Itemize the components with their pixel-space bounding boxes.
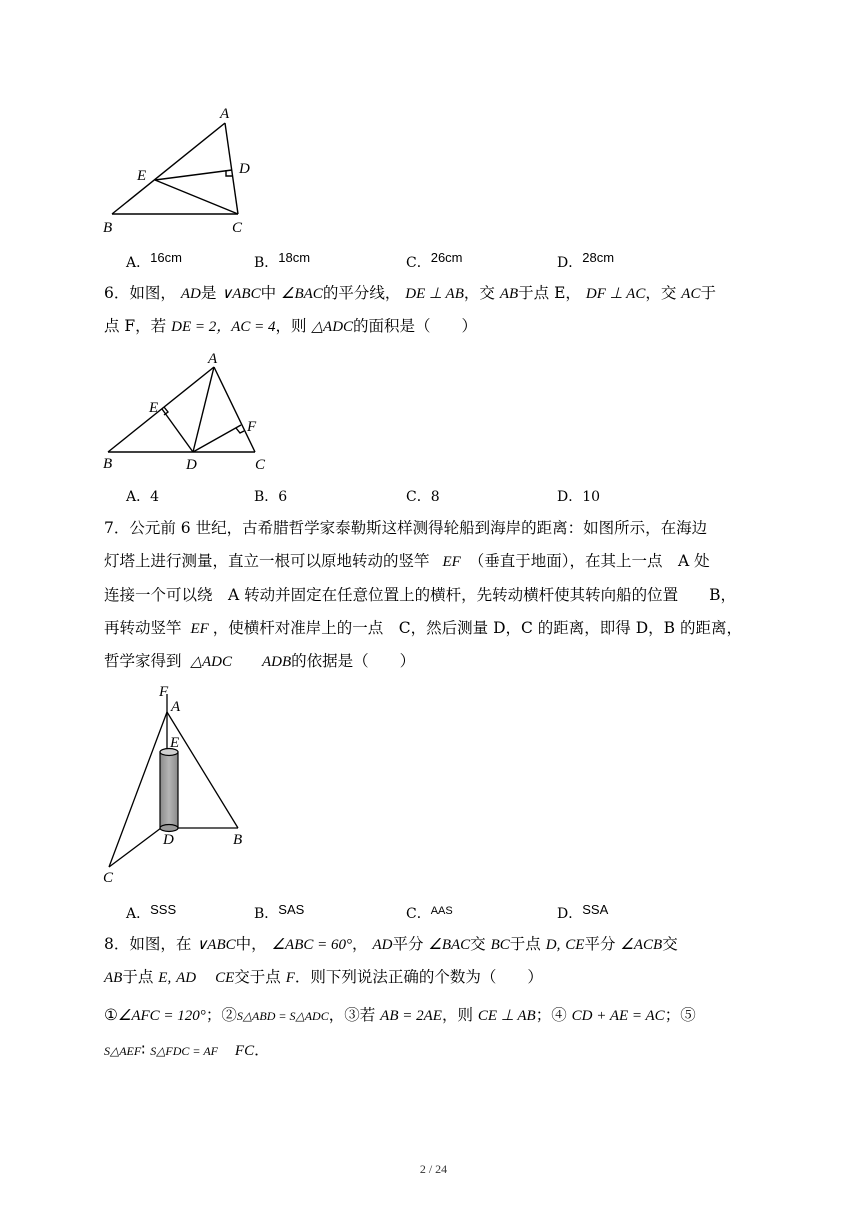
option-value: 6 bbox=[278, 489, 288, 505]
math-text: AB = 2AE bbox=[380, 1008, 442, 1024]
math-text: ∨ABC bbox=[196, 937, 236, 953]
q7-option-a[interactable] bbox=[126, 903, 176, 923]
math-text: △ADC bbox=[311, 319, 354, 335]
text: 再转动竖竿 bbox=[104, 619, 182, 637]
math-text: AD bbox=[176, 970, 197, 986]
text: 的平分线， bbox=[322, 284, 401, 302]
q6-label-a: A bbox=[208, 351, 218, 367]
math-text: F bbox=[285, 970, 295, 986]
math-text: ∠BAC bbox=[281, 286, 323, 302]
math-text: ∠ACB bbox=[620, 937, 663, 953]
q5-label-b: B bbox=[103, 220, 113, 236]
option-value: SSS bbox=[150, 902, 177, 917]
q7-label-c: C bbox=[103, 870, 114, 886]
math-text: ∠BAC bbox=[428, 937, 471, 953]
math-text: CD + AE = AC bbox=[571, 1008, 665, 1024]
math-text: ∠ABC = 60° bbox=[271, 937, 352, 953]
math-text: CE bbox=[215, 970, 235, 986]
option-value: 4 bbox=[150, 489, 160, 505]
text: ． bbox=[254, 1041, 270, 1059]
math-text: AC bbox=[681, 286, 701, 302]
text: ．则下列说法正确的个数为（ ） bbox=[294, 968, 543, 986]
text: ；④ bbox=[535, 1006, 567, 1024]
q5-label-e: E bbox=[137, 168, 147, 184]
math-text: △ADC bbox=[190, 654, 232, 670]
option-value: SSA bbox=[582, 902, 609, 917]
text: ，使横杆对准岸上的一点 C，然后测量 D，C 的距离，即得 D，B 的距离， bbox=[212, 619, 742, 637]
option-letter: C． bbox=[406, 489, 431, 505]
math-text: CE bbox=[565, 937, 585, 953]
q5-option-d[interactable] bbox=[557, 252, 614, 272]
q7-line4 bbox=[104, 618, 742, 639]
q6-figure bbox=[95, 345, 280, 475]
math-text: S△AEF bbox=[104, 1044, 142, 1058]
text: 交 bbox=[662, 935, 678, 953]
option-letter: D． bbox=[557, 255, 583, 271]
q8-line3 bbox=[104, 1005, 696, 1026]
math-text: AB bbox=[104, 970, 123, 986]
math-text: FC bbox=[234, 1043, 255, 1059]
q5-label-d: D bbox=[239, 161, 250, 177]
text: 8．如图，在 bbox=[104, 935, 192, 953]
option-letter: A． bbox=[126, 489, 151, 505]
math-text: AD bbox=[372, 937, 393, 953]
option-value: 16cm bbox=[150, 250, 182, 265]
text: 于点 E， bbox=[518, 284, 581, 302]
option-letter: A． bbox=[126, 906, 151, 922]
text: 中， bbox=[235, 935, 267, 953]
option-value: 18cm bbox=[278, 250, 311, 265]
text: 的面积是（ ） bbox=[353, 317, 478, 335]
text: ，交 bbox=[645, 284, 677, 302]
text: 是 bbox=[200, 284, 217, 302]
q5-figure bbox=[95, 100, 265, 240]
q7-label-a: A bbox=[171, 699, 181, 715]
math-text: ∠AFC = 120° bbox=[117, 1008, 206, 1024]
q5-option-b[interactable] bbox=[254, 252, 310, 272]
math-text: CE ⊥ AB bbox=[477, 1008, 536, 1024]
text: ① bbox=[104, 1006, 118, 1024]
math-text: DE = 2，AC = 4 bbox=[171, 319, 276, 335]
math-text: E, bbox=[158, 970, 172, 986]
q7-option-d[interactable] bbox=[557, 903, 608, 923]
text: 哲学家得到 bbox=[104, 652, 182, 670]
option-value: 10 bbox=[582, 489, 601, 505]
option-letter: D． bbox=[557, 906, 583, 922]
option-letter: C． bbox=[406, 255, 431, 271]
math-text: AD bbox=[180, 286, 201, 302]
q5-option-a[interactable] bbox=[126, 252, 182, 272]
option-value: AAS bbox=[430, 905, 453, 917]
q5-label-a: A bbox=[220, 106, 230, 122]
text: 平分 bbox=[392, 935, 424, 953]
math-text: DE ⊥ AB bbox=[405, 286, 464, 302]
text: 于点 bbox=[509, 935, 541, 953]
math-text: D, bbox=[545, 937, 561, 953]
q7-figure bbox=[95, 680, 265, 890]
q6-label-d: D bbox=[186, 457, 197, 473]
math-text: EF bbox=[442, 554, 461, 570]
text: （垂直于地面），在其上一点 A 处 bbox=[468, 552, 710, 570]
q5-option-c[interactable] bbox=[406, 252, 463, 272]
q7-option-b[interactable] bbox=[254, 903, 304, 923]
text: ，交 bbox=[463, 284, 495, 302]
math-text: S△FDC = AF bbox=[150, 1044, 218, 1058]
q7-label-e: E bbox=[170, 735, 180, 751]
q7-label-f: F bbox=[159, 684, 169, 700]
text: 于 bbox=[700, 284, 716, 302]
text: ，则 bbox=[275, 317, 307, 335]
text: ，③若 bbox=[328, 1006, 376, 1024]
option-value: 8 bbox=[430, 489, 440, 505]
option-letter: B． bbox=[254, 489, 279, 505]
option-value: 28cm bbox=[582, 250, 615, 265]
q7-label-b: B bbox=[233, 832, 243, 848]
option-value: 26cm bbox=[430, 250, 463, 265]
math-text: AB bbox=[499, 286, 519, 302]
q6-label-b: B bbox=[103, 456, 113, 472]
q6-option-a[interactable] bbox=[126, 486, 159, 506]
option-letter: B． bbox=[254, 255, 279, 271]
page-number: 2 / 24 bbox=[419, 1162, 448, 1176]
option-letter: B． bbox=[254, 906, 279, 922]
text: 灯塔上进行测量，直立一根可以原地转动的竖竿 bbox=[104, 552, 430, 570]
q7-line2 bbox=[104, 551, 710, 572]
text: 交 bbox=[470, 935, 486, 953]
math-text: EF bbox=[190, 621, 209, 637]
q8-line4 bbox=[104, 1040, 270, 1061]
text: 中 bbox=[260, 284, 277, 302]
math-text: DF ⊥ AC bbox=[585, 286, 646, 302]
option-letter: C． bbox=[406, 906, 431, 922]
text: 点 F，若 bbox=[104, 317, 167, 335]
math-text: ∨ABC bbox=[221, 286, 261, 302]
q6-label-f: F bbox=[247, 419, 257, 435]
q8-line1 bbox=[104, 934, 678, 955]
q8-line2 bbox=[104, 967, 543, 988]
q6-label-e: E bbox=[149, 400, 159, 416]
text: ， bbox=[351, 935, 368, 953]
text: ；② bbox=[205, 1006, 237, 1024]
q7-line1: 7．公元前 6 世纪，古希腊哲学家泰勒斯这样测得轮船到海岸的距离：如图所示，在海边 bbox=[104, 519, 708, 537]
text: ，则 bbox=[441, 1006, 473, 1024]
option-letter: D． bbox=[557, 489, 583, 505]
q7-line5 bbox=[104, 651, 415, 672]
q6-line2 bbox=[104, 316, 477, 337]
q5-label-c: C bbox=[232, 220, 243, 236]
option-letter: A． bbox=[126, 255, 151, 271]
q6-label-c: C bbox=[255, 457, 266, 473]
math-text: ADB bbox=[262, 654, 292, 670]
option-value: SAS bbox=[278, 902, 305, 917]
math-text: S△ABD = S△ADC bbox=[236, 1009, 329, 1023]
q6-option-d[interactable] bbox=[557, 486, 600, 506]
text: 的依据是（ ） bbox=[291, 652, 416, 670]
q6-line1 bbox=[104, 283, 716, 304]
text: 平分 bbox=[584, 935, 616, 953]
text: ∶ bbox=[141, 1041, 146, 1059]
text: 于点 bbox=[122, 968, 154, 986]
text: 交于点 bbox=[234, 968, 281, 986]
text: ；⑤ bbox=[664, 1006, 696, 1024]
q7-line3: 连接一个可以绕 A 转动并固定在任意位置上的横杆，先转动横杆使其转向船的位置 B， bbox=[104, 586, 737, 604]
q6-number: 6．如图， bbox=[104, 284, 176, 302]
q6-option-c[interactable] bbox=[406, 486, 440, 506]
q7-option-c[interactable] bbox=[406, 903, 453, 923]
q6-option-b[interactable] bbox=[254, 486, 287, 506]
math-text: BC bbox=[490, 937, 510, 953]
q7-label-d: D bbox=[163, 832, 174, 848]
